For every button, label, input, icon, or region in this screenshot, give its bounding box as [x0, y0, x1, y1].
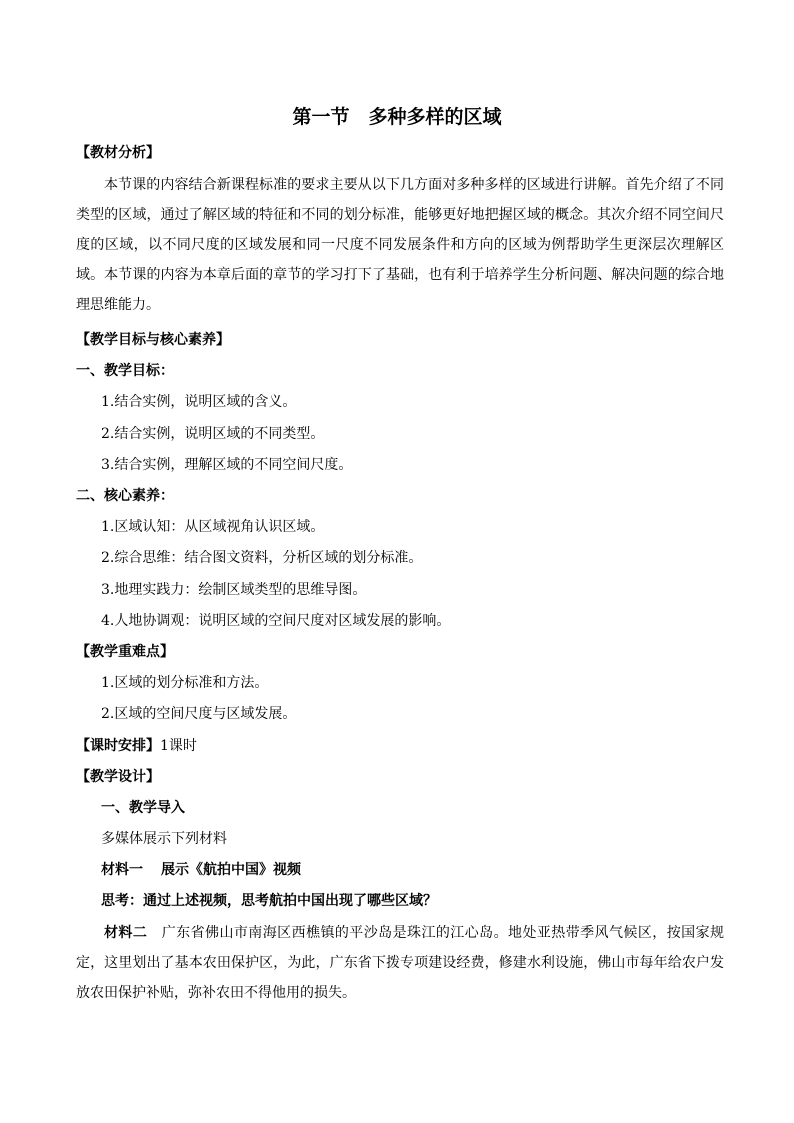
literacy-item: 3.地理实践力：绘制区域类型的思维导图。	[101, 582, 367, 598]
design-step-title: 一、教学导入	[101, 800, 185, 816]
goals-subheading: 一、教学目标：	[76, 363, 174, 379]
literacy-subheading: 二、核心素养：	[76, 488, 174, 504]
literacy-item: 4.人地协调观：说明区域的空间尺度对区域发展的影响。	[101, 613, 451, 629]
material1-line	[101, 860, 794, 880]
heading-schedule: 【课时安排】	[76, 738, 160, 754]
design-intro: 多媒体展示下列材料	[101, 831, 227, 847]
material2-text: 广东省佛山市南海区西樵镇的平沙岛是珠江的江心岛。地处亚热带季风气候区，按国家规定，这里划出了基本农田保护区，为此，广东省下拨专项建设经费，修建水利设施，佛山市每年给农户发放农田保护补贴，弥补农田不得他用的损失。	[76, 925, 725, 1001]
think-question: 思考：通过上述视频，思考航拍中国出现了哪些区域？	[101, 893, 437, 909]
page-title: 第一节 多种多样的区域	[292, 106, 502, 128]
heading-keypoints: 【教学重难点】	[76, 644, 174, 660]
goal-item: 1.结合实例，说明区域的含义。	[101, 394, 297, 410]
heading-design: 【教学设计】	[76, 769, 160, 785]
keypoint-item: 2.区域的空间尺度与区域发展。	[101, 706, 297, 722]
material2-label: 材料二	[104, 925, 148, 941]
literacy-item: 1.区域认知：从区域视角认识区域。	[101, 519, 325, 535]
schedule-line	[76, 736, 794, 756]
material2-paragraph	[76, 918, 724, 1008]
keypoint-item: 1.区域的划分标准和方法。	[101, 675, 269, 691]
schedule-value: 1课时	[160, 738, 197, 754]
goal-item: 3.结合实例，理解区域的不同空间尺度。	[101, 457, 353, 473]
material1-label: 材料一	[101, 862, 143, 878]
analysis-paragraph: 本节课的内容结合新课程标准的要求主要从以下几方面对多种多样的区域进行讲解。首先介绍了不同类型的区域，通过了解区域的特征和不同的划分标准，能够更好地把握区域的概念。其次介绍不同空间尺度的区域，以不同尺度的区域发展和同一尺度不同发展条件和方向的区域为例帮助学生更深层次理解区域。本节课的内容为本章后面的章节的学习打下了基础，也有利于培养学生分析问题、解决问题的综合地理思维能力。	[76, 177, 724, 313]
material1-text: 展示《航拍中国》视频	[161, 862, 301, 878]
literacy-item: 2.综合思维：结合图文资料，分析区域的划分标准。	[101, 550, 423, 566]
heading-goals: 【教学目标与核心素养】	[76, 332, 230, 348]
heading-analysis: 【教材分析】	[76, 145, 160, 161]
goal-item: 2.结合实例，说明区域的不同类型。	[101, 426, 325, 442]
